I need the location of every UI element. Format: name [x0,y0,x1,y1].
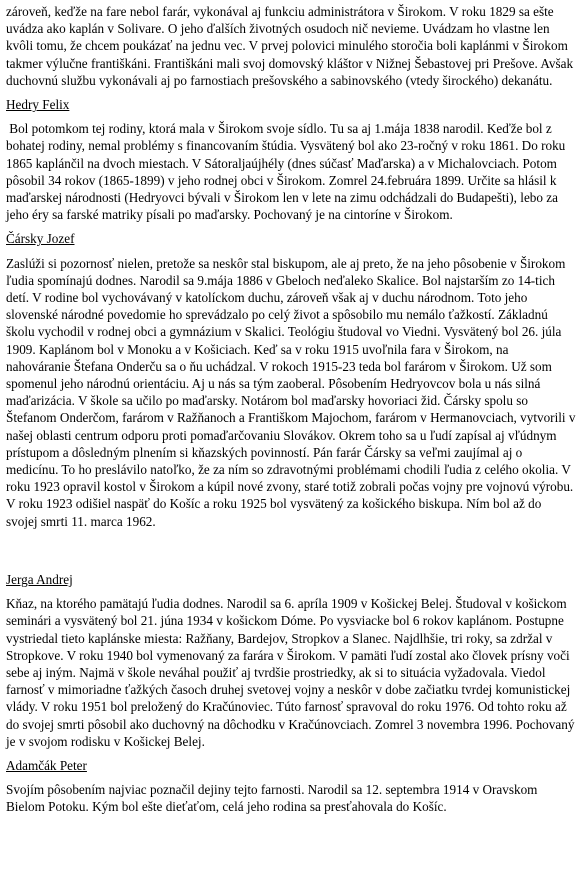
heading-adamcak-peter: Adamčák Peter [6,757,87,773]
paragraph-jerga-andrej: Kňaz, na ktorého pamätajú ľudia dodnes. Narodil sa 6. apríla 1909 v Košickej Belej. Študoval v košickom seminári a vysvätený bol 21. júna 1934 v košickom Dóme. Po vysviacke bol 6 rokov kaplánom. Postupne vystriedal tieto kaplánske miesta: Ražňany, Bardejov, Stropkov a Slanec. Najdlhšie, tri roky, sa zdržal v Stropkove. V roku 1940 bol vymenovaný za farára v Širokom. V pamäti ľudí zostal ako človek prísny voči sebe aj iným. Najmä v škole neváhal použiť aj tvrdšie prostriedky, ak si to situácia vyžadovala. Viedol farnosť v mimoriadne ťažkých časoch druhej svetovej vojny a neskôr v dobe začiatku tvrdej komunistickej vlády. V roku 1951 bol preložený do Kračúnoviec. Túto farnosť spravoval do roku 1976. Od tohto roku až do svojej smrti pôsobil ako duchovný na dôchodku v Kračúnovciach. Zomrel 3 novembra 1996. Pochovaný je v svojom rodisku v Košickej Belej. [6,596,575,749]
paragraph-carsky-jozef: Zaslúži si pozornosť nielen, pretože sa neskôr stal biskupom, ale aj preto, že na jeho pôsobenie v Širokom ľudia spomínajú dodnes. Narodil sa 9.mája 1886 v Gbeloch neďaleko Skalice. Bol najstarším zo 14-tich detí. V rodine bol vychovávaný v katolíckom duchu, zároveň však aj v duchu národnom. Toto jeho slovenské národné povedomie ho sprevádzalo po celý život a spôsobilo mu nemálo ťažkostí. Základnú školu vychodil v rodnej obci a gymnázium v Skalici. Teológiu študoval vo Viedni. Vysvätený bol 26. júla 1909. Kaplánom bol v Monoku a v Košiciach. Keď sa v roku 1915 uvoľnila fara v Širokom, na nahováranie Štefana Onderču sa o ňu uchádzal. V rokoch 1915-23 teda bol farárom v Širokom. Už som spomenul jeho národnú orientáciu. Aj u nás sa tým zaoberal. Pôsobením Hedryovcov bola u nás silná maďarizácia. V škole sa učilo po maďarsky. Notárom bol maďarsky hovoriaci žid. Čársky spolu so Štefanom Onderčom, farárom v Ražňanoch a Františkom Majochom, farárom v Hermanovciach, vytvorili v našej oblasti centrum odporu proti pomaďarčovaniu Slovákov. Okrem toho sa u ľudí zapísal aj vľúdnym prístupom a dôsledným plnením si kňazských povinností. Pán farár Čársky sa veľmi zaujímal aj o medicínu. To ho preslávilo natoľko, že za ním so zdravotnými problémami chodili ľudia z celého okolia. V roku 1923 opravil kostol v Širokom a kúpil nové zvony, staré totiž zobrali počas vojny pre vojnovú výrobu. V roku 1923 odišiel naspäť do Košíc a roku 1925 bol vysvätený za košického biskupa. Ním bol až do svojej smrti 11. marca 1962. [6,255,576,529]
paragraph-hedry-felix: Bol potomkom tej rodiny, ktorá mala v Širokom svoje sídlo. Tu sa aj 1.mája 1838 narodil. Keďže bol z bohatej rodiny, nemal problémy s financovaním štúdia. Vysvätený bol ako 23-ročný v roku 1861. Do roku 1865 kaplánčil na dvoch miestach. V Sátoraljaújhély (dnes súčasť Maďarska) a v Michalovciach. Potom pôsobil 34 rokov (1865-1899) v jeho rodnej obci v Širokom. Zomrel 24.februára 1899. Určite sa hlásil k maďarskej národnosti (Hedryovci bývali v Širokom len v lete na zimu odchádzali do Budapešti), lebo za jeho éry sa farské matriky písali po maďarsky. Pochovaný je na cintoríne v Širokom. [6,121,569,223]
heading-hedry-felix: Hedry Felix [6,97,70,113]
paragraph-adamcak-peter: Svojím pôsobením najviac poznačil dejiny tejto farnosti. Narodil sa 12. septembra 1914 v Oravskom Bielom Potoku. Kým bol ešte dieťaťom, celá jeho rodina sa presťahovala do Košíc. [6,782,538,815]
intro-paragraph: zároveň, keďže na fare nebol farár, vykonával aj funkciu administrátora v Širokom. V roku 1829 sa ešte uvádza ako kaplán v Solivare. O jeho ďalších životných osudoch nič nevieme. Uvádzam ho vlastne len kvôli tomu, že chcem poukázať na jednu vec. V prvej polovici minulého storočia boli kaplánmi v Širokom takmer výlučne františkáni. Františkáni mali svoj domovský kláštor v Nižnej Šebastovej pri Prešove. Avšak duchovnú službu vykonávali aj po farnostiach prešovského a sabinovského (vtedy širockého) dekanátu. [6,4,574,88]
heading-carsky-jozef: Čársky Jozef [6,231,75,247]
document-page [0,3,582,816]
heading-jerga-andrej: Jerga Andrej [6,571,73,587]
